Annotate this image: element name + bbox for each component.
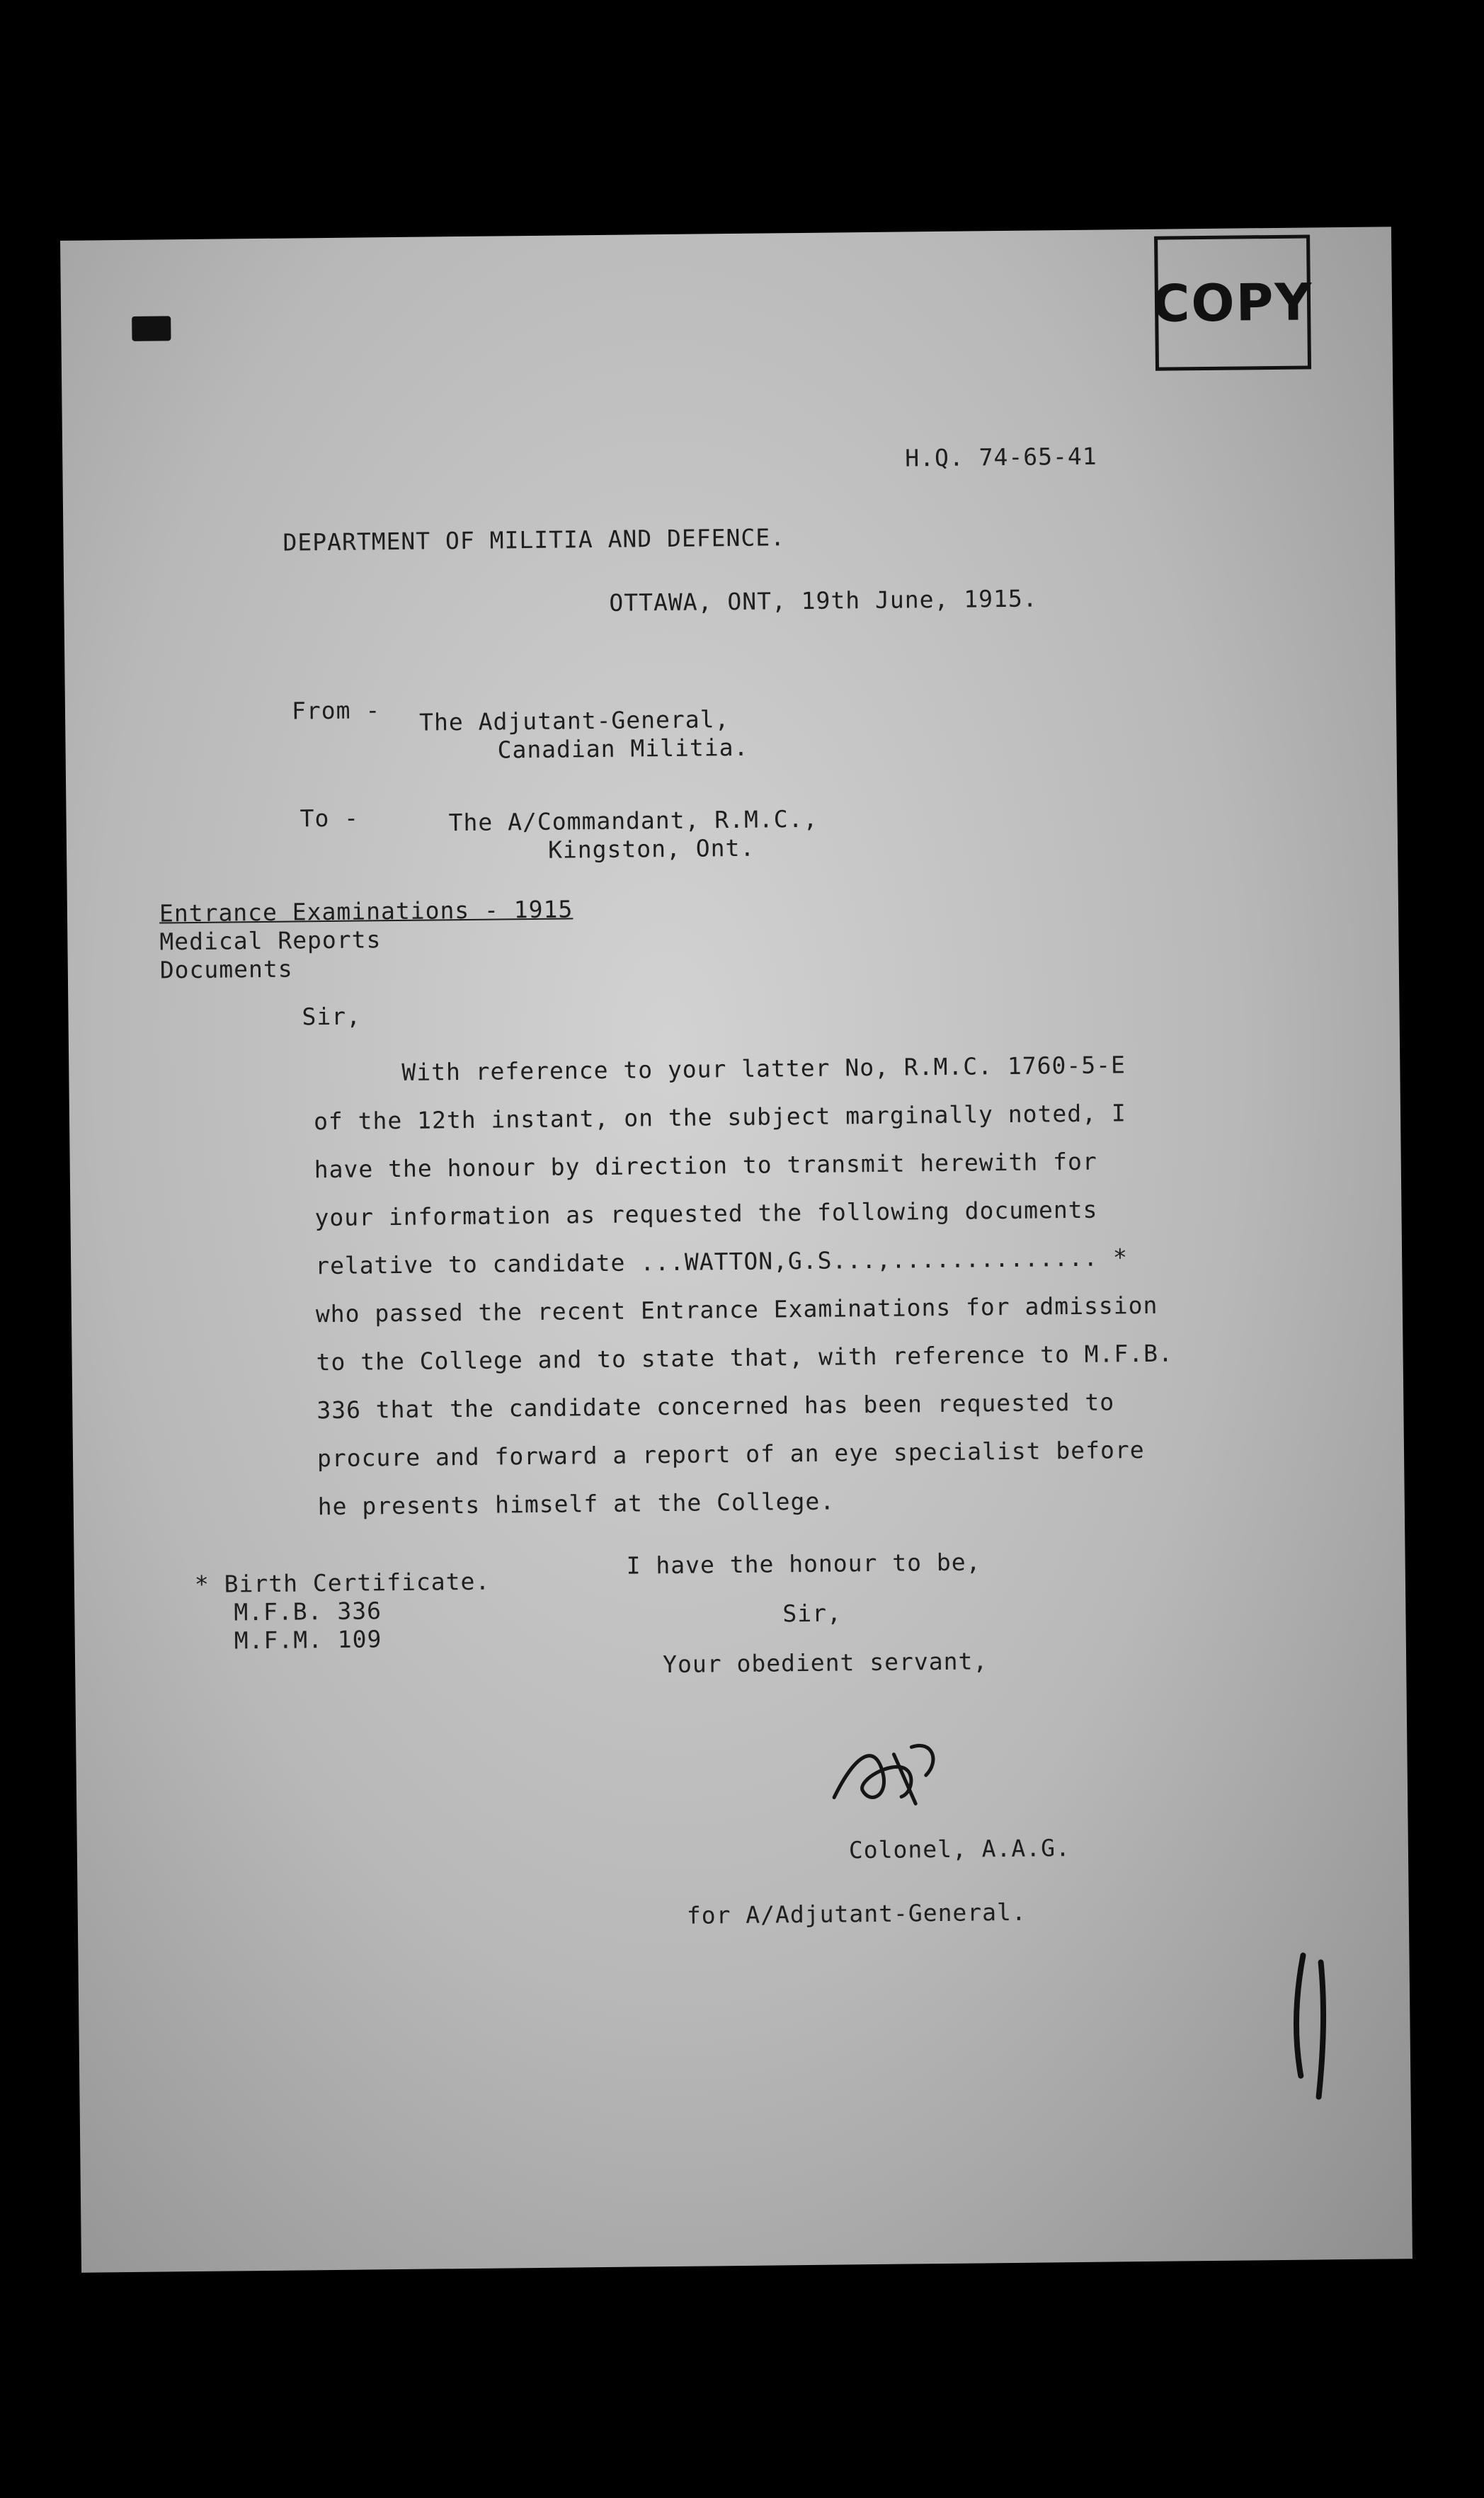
salutation: Sir, xyxy=(302,1002,362,1031)
body-line-2: of the 12th instant, on the subject marginally noted, I xyxy=(313,1099,1126,1136)
from-label: From - xyxy=(291,696,381,725)
to-label: To - xyxy=(299,804,360,833)
ink-blot xyxy=(132,316,171,341)
place-date: OTTAWA, ONT, 19th June, 1915. xyxy=(609,584,1038,617)
department-heading: DEPARTMENT OF MILITIA AND DEFENCE. xyxy=(282,523,786,557)
closing-line-2: Sir, xyxy=(782,1599,843,1628)
body-line-1: With reference to your latter No, R.M.C. 1760-5-E xyxy=(401,1051,1126,1086)
to-line-1: The A/Commandant, R.M.C., xyxy=(448,804,818,837)
body-line-7: to the College and to state that, with reference to M.F.B. xyxy=(316,1339,1174,1376)
file-reference: H.Q. 74-65-41 xyxy=(905,442,1097,472)
closing-line-1: I have the honour to be, xyxy=(626,1548,981,1580)
subject-line-1: Entrance Examinations - 1915 xyxy=(159,895,573,928)
subject-line-2: Medical Reports xyxy=(159,925,382,956)
body-line-5: relative to candidate ...WATTON,G.S...,.............. * xyxy=(315,1243,1129,1280)
body-line-9: procure and forward a report of an eye specialist before xyxy=(316,1435,1145,1473)
closing-line-3: Your obedient servant, xyxy=(662,1647,988,1679)
body-line-10: he presents himself at the College. xyxy=(317,1487,835,1521)
copy-stamp-text: COPY xyxy=(1152,272,1313,333)
to-line-2: Kingston, Ont. xyxy=(547,833,755,864)
enclosure-line-2: M.F.B. 336 xyxy=(234,1597,382,1626)
body-line-8: 336 that the candidate concerned has been requested to xyxy=(316,1388,1115,1425)
subject-line-3: Documents xyxy=(159,954,293,984)
body-line-4: your information as requested the following documents xyxy=(314,1195,1098,1232)
from-line-2: Canadian Militia. xyxy=(497,733,749,764)
from-line-1: The Adjutant-General, xyxy=(418,705,730,736)
enclosure-line-3: M.F.M. 109 xyxy=(234,1625,382,1655)
letter-sheet xyxy=(60,227,1412,2273)
signature-scrawl xyxy=(826,1726,969,1819)
enclosure-line-1: * Birth Certificate. xyxy=(194,1567,491,1599)
signatory-rank: Colonel, A.A.G. xyxy=(848,1834,1071,1864)
signatory-for: for A/Adjutant-General. xyxy=(686,1898,1027,1929)
copy-stamp xyxy=(1154,234,1311,370)
margin-handmark xyxy=(1282,1948,1347,2104)
body-line-3: have the honour by direction to transmit herewith for xyxy=(314,1147,1097,1184)
body-line-6: who passed the recent Entrance Examinations for admission xyxy=(315,1291,1158,1328)
